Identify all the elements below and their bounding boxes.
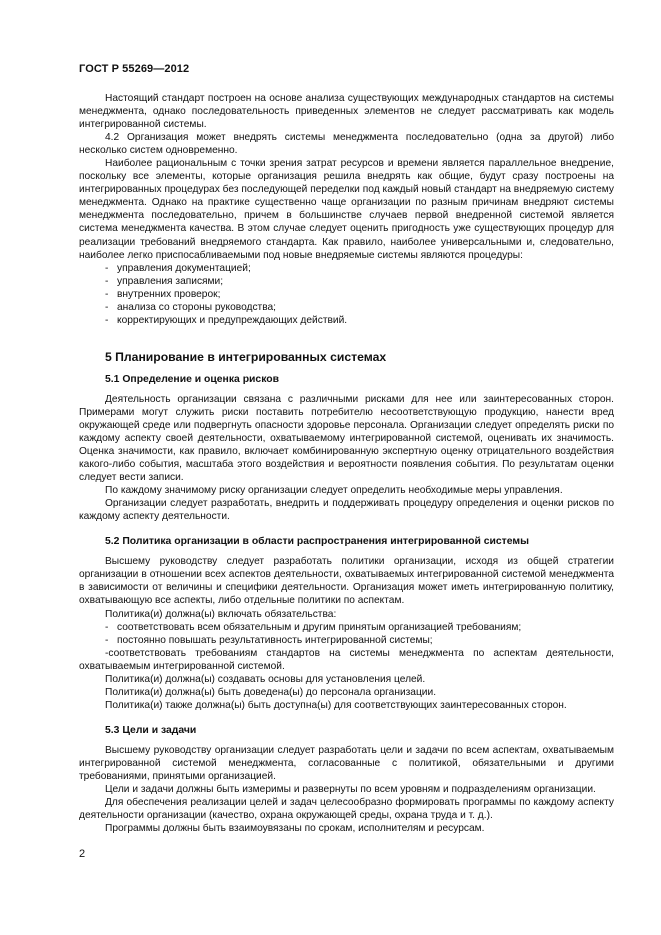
paragraph: Для обеспечения реализации целей и задач целесообразно формировать программы по каждому аспекту деятельности организации (качество, охрана окружающей среды, охрана труда и т. д.). bbox=[79, 797, 614, 822]
list-item: - соответствовать всем обязательным и другим принятым организацией требованиям; bbox=[105, 621, 522, 633]
page-number: 2 bbox=[79, 848, 86, 860]
list-item: - управления записями; bbox=[105, 275, 224, 287]
list-item: - анализа со стороны руководства; bbox=[105, 301, 277, 313]
paragraph: Организации следует разработать, внедрить и поддерживать процедуру определения и оценки рисков по каждому аспекту деятельности. bbox=[79, 498, 614, 523]
paragraph: Цели и задачи должны быть измеримы и развернуты по всем уровням и подразделениям организации. bbox=[105, 784, 596, 796]
intro-paragraph: Настоящий стандарт построен на основе анализа существующих международных стандартов на системы менеджмента, однако последовательность приведенных элементов не следует рассматривать как модель интегрированной системы. bbox=[79, 93, 614, 131]
paragraph: Политика(и) также должна(ы) быть доступна(ы) для соответствующих заинтересованных сторон. bbox=[105, 699, 567, 711]
paragraph: По каждому значимому риску организации следует определить необходимые меры управления. bbox=[105, 485, 563, 497]
paragraph: Политика(и) должна(ы) включать обязательства: bbox=[105, 608, 337, 620]
list-item: - внутренних проверок; bbox=[105, 288, 221, 300]
intro-paragraph: 4.2 Организация может внедрять системы менеджмента последовательно (одна за другой) либо несколько систем одновременно. bbox=[79, 132, 614, 157]
subsection-title: 5.1 Определение и оценка рисков bbox=[105, 373, 280, 385]
paragraph: Высшему руководству следует разработать политики организации, исходя из общей стратегии организации в отношении всех аспектов деятельности, охватываемых интегрированной системой менеджмента в зависимости от величины и специфики деятельности. Организация может иметь интегрированную политику, охватывающую все аспекты, либо отдельные политики по аспектам. bbox=[79, 556, 614, 607]
procedures-list bbox=[79, 262, 614, 327]
subsection-title: 5.2 Политика организации в области распространения интегрированной системы bbox=[105, 536, 529, 548]
list-item: - постоянно повышать результативность интегрированной системы; bbox=[105, 634, 433, 646]
list-item: - управления документацией; bbox=[105, 262, 251, 274]
obligations-list bbox=[79, 621, 614, 673]
section-title: 5 Планирование в интегрированных системах bbox=[105, 349, 387, 364]
document-header: ГОСТ Р 55269—2012 bbox=[79, 63, 190, 75]
paragraph: Программы должны быть взаимоувязаны по срокам, исполнителям и ресурсам. bbox=[105, 823, 485, 835]
paragraph: Деятельность организации связана с различными рисками для нее или заинтересованных сторон. Примерами могут служить риски поставить потребителю несоответствующую продукцию, нанести вред окружающей среде или подвергнуть опасности здоровье персонала. Организации следует определять риски по каждому аспекту своей деятельности, охватываемому интегрированной системой, оценивать их значимость. Оценка значимости, как правило, включает комбинированную экспертную оценку отрицательного воздействия какого-либо события, масштаба этого воздействия и вероятности появления события. По результатам оценки следует вести записи. bbox=[79, 393, 614, 484]
intro-paragraph: Наиболее рациональным с точки зрения затрат ресурсов и времени является параллельное внедрение, поскольку все элементы, которые организация решила внедрять как общие, будут сразу построены на интегрированных процедурах без последующей переделки под каждый новый стандарт на внедряемую систему менеджмента. Однако на практике существенно чаще организации по разным причинам внедряют системы менеджмента последовательно, причем в большинстве случаев первой внедренной системой является система менеджмента качества. В этом случае следует оценить пригодность уже существующих процедур для реализации требований внедряемого стандарта. Как правило, наиболее универсальными и, следовательно, наиболее легко приспосабливаемыми под новые внедряемые системы являются процедуры: bbox=[79, 158, 614, 261]
list-item: -соответствовать требованиям стандартов на системы менеджмента по аспектам деятельности, охватываемым интегрированной системой. bbox=[79, 647, 614, 672]
paragraph: Высшему руководству организации следует разработать цели и задачи по всем аспектам, охватываемым интегрированной системой менеджмента, согласованные с политикой, обязательными и другими требованиями, принятыми организацией. bbox=[79, 744, 614, 782]
paragraph: Политика(и) должна(ы) быть доведена(ы) до персонала организации. bbox=[105, 686, 437, 698]
subsection-title: 5.3 Цели и задачи bbox=[105, 724, 197, 736]
paragraph: Политика(и) должна(ы) создавать основы для установления целей. bbox=[105, 673, 426, 685]
list-item: - корректирующих и предупреждающих действий. bbox=[105, 314, 348, 326]
document-body bbox=[79, 92, 614, 835]
